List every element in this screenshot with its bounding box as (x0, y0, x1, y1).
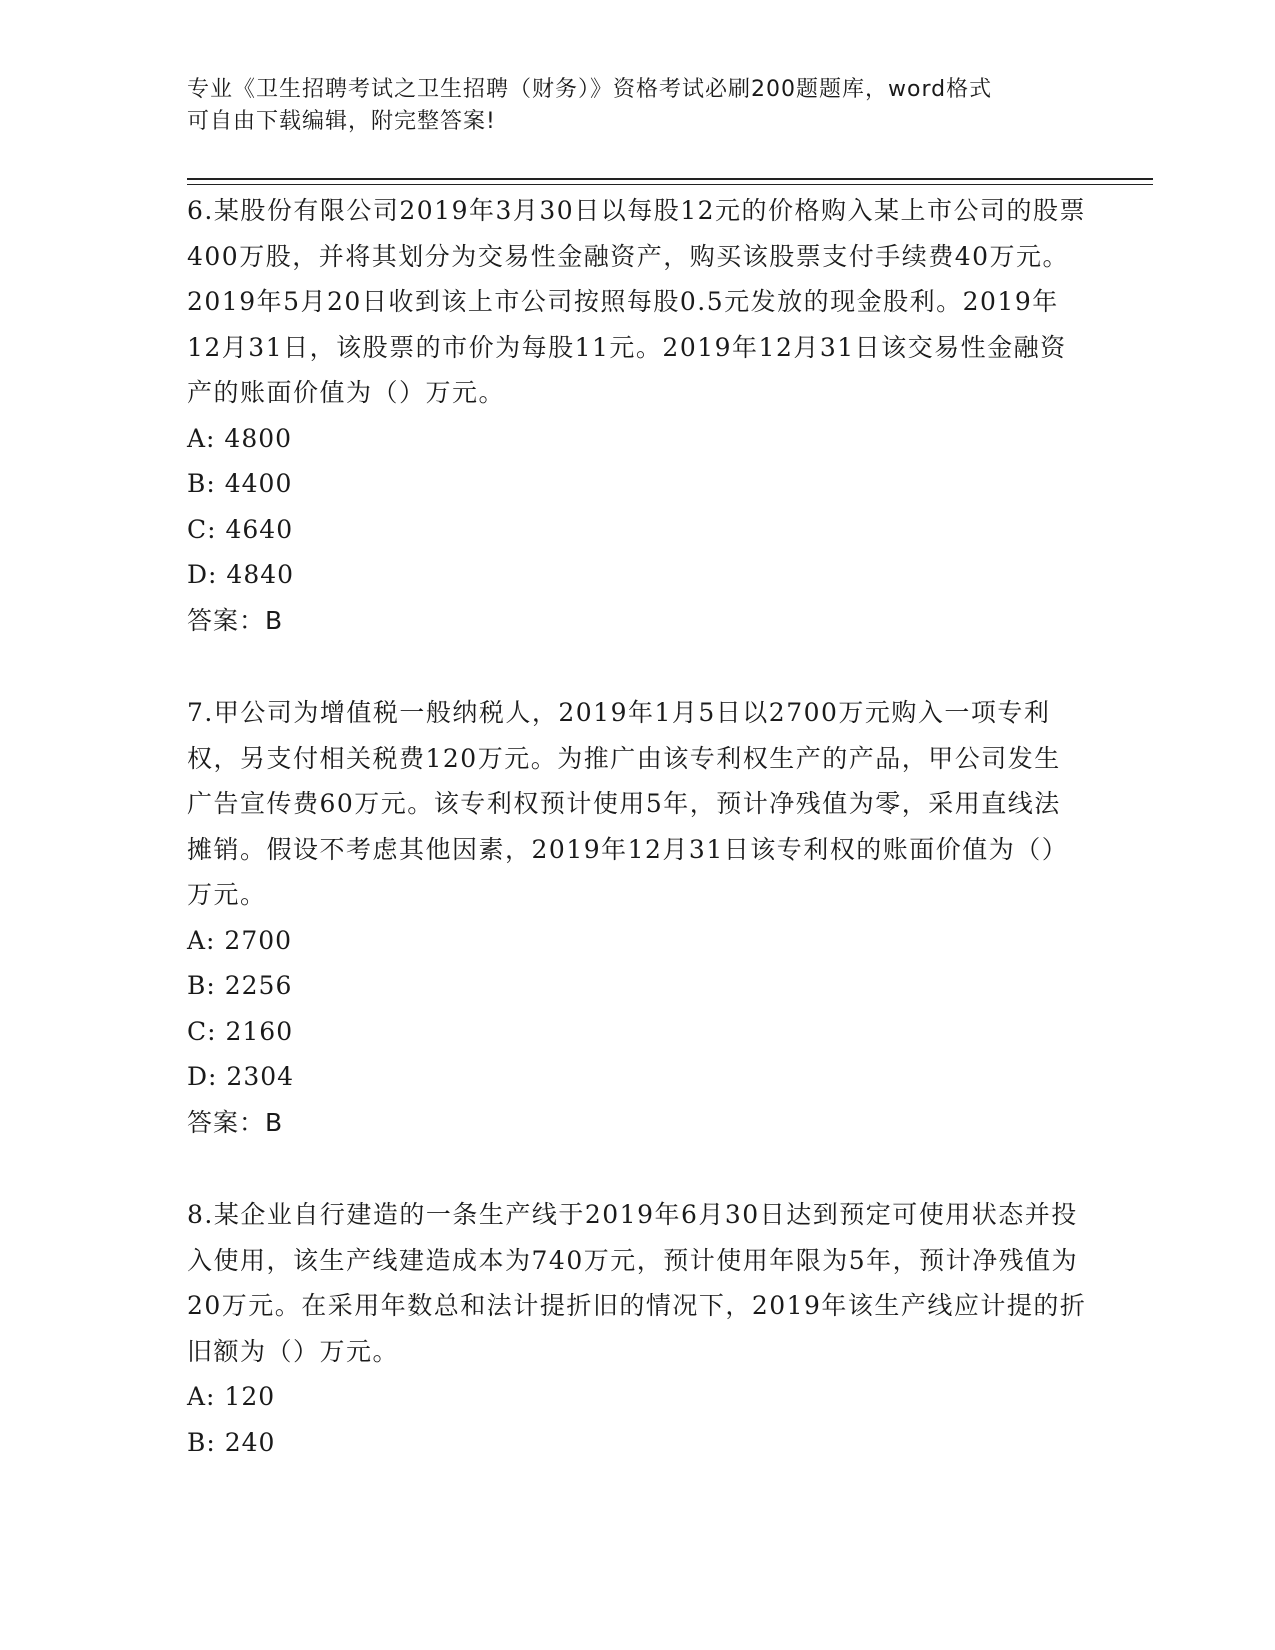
option-d: D: 4840 (187, 560, 295, 589)
option-c: C: 2160 (187, 1016, 294, 1046)
page-header (187, 74, 1067, 138)
option-d: D: 2304 (187, 1062, 295, 1091)
question-text: 8.某企业自行建造的一条生产线于2019年6月30日达到预定可使用状态并投入使用，该生产线建造成本为740万元，预计使用年限为5年，预计净残值为20万元。在采用年数总和法计提折旧的情况下，2019年该生产线应计提的折旧额为（）万元。 (187, 1200, 1087, 1366)
answer-line: 答案：B (187, 605, 284, 635)
question-6 (187, 188, 1087, 643)
option-a: A: 2700 (187, 925, 293, 955)
question-list (187, 188, 1087, 1512)
answer-line: 答案：B (187, 1107, 284, 1137)
header-divider (187, 178, 1153, 185)
option-a: A: 120 (187, 1382, 276, 1411)
question-7 (187, 690, 1087, 1145)
option-b: B: 4400 (187, 469, 293, 498)
question-text: 6.某股份有限公司2019年3月30日以每股12元的价格购入某上市公司的股票400万股，并将其划分为交易性金融资产，购买该股票支付手续费40万元。2019年5月20日收到该上市公司按照每股0.5元发放的现金股利。2019年12月31日，该股票的市价为每股11元。2019年12月31日该交易性金融资产的账面价值为（）万元。 (187, 196, 1087, 407)
option-b: B: 240 (187, 1427, 276, 1457)
question-text: 7.甲公司为增值税一般纳税人，2019年1月5日以2700万元购入一项专利权，另支付相关税费120万元。为推广由该专利权生产的产品，甲公司发生广告宣传费60万元。该专利权预计使用5年，预计净残值为零，采用直线法摊销。假设不考虑其他因素，2019年12月31日该专利权的账面价值为（）万元。 (187, 698, 1069, 909)
question-8 (187, 1192, 1087, 1465)
option-b: B: 2256 (187, 971, 293, 1000)
option-c: C: 4640 (187, 514, 294, 544)
option-a: A: 4800 (187, 423, 293, 453)
header-line-1: 专业《卫生招聘考试之卫生招聘（财务）》资格考试必刷200题题库，word格式 (187, 77, 993, 102)
header-line-2: 可自由下载编辑，附完整答案! (187, 109, 496, 134)
